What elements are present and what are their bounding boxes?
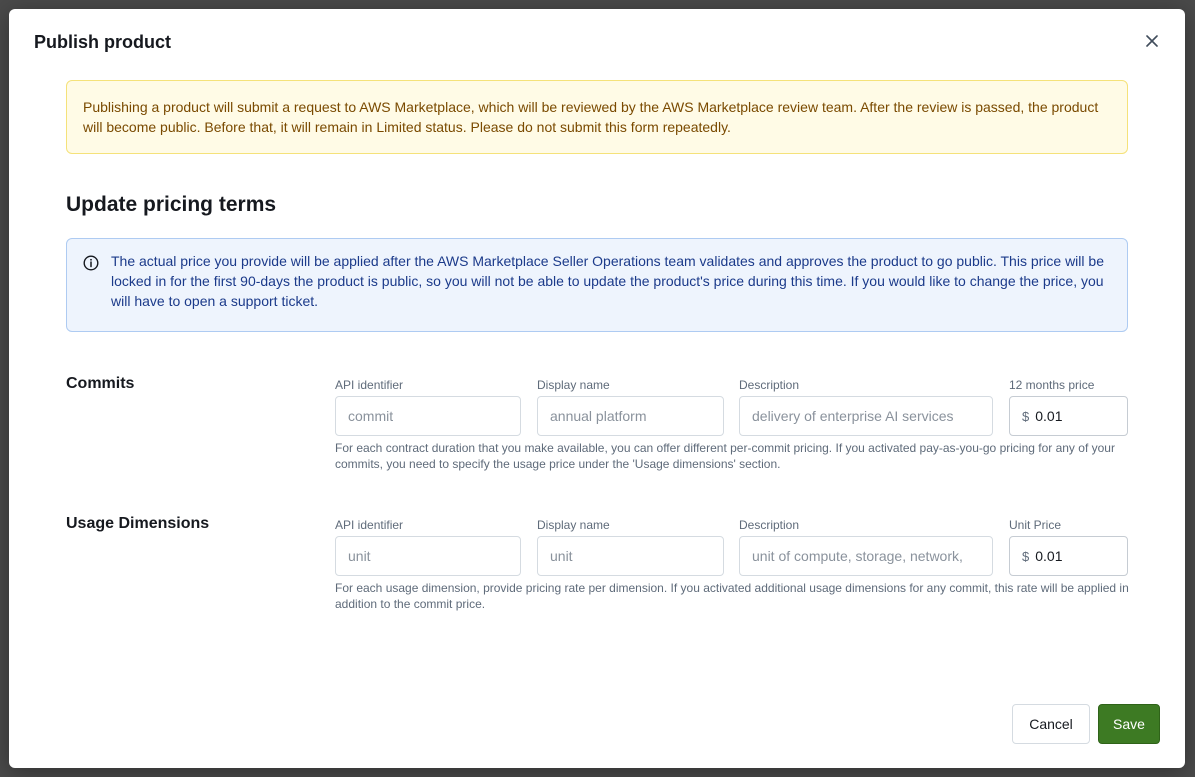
usage-api-label: API identifier (335, 518, 404, 532)
usage-description-label: Description (739, 518, 800, 532)
close-icon (1146, 35, 1158, 47)
cancel-button[interactable]: Cancel (1012, 704, 1090, 744)
usage-display-label: Display name (537, 518, 610, 532)
commits-title: Commits (66, 375, 135, 392)
usage-api-identifier-input[interactable] (335, 536, 521, 576)
usage-dimensions-title: Usage Dimensions (66, 515, 210, 532)
commits-description-label: Description (739, 378, 800, 392)
usage-price-label: Unit Price (1009, 518, 1062, 532)
publish-warning-alert: Publishing a product will submit a request to AWS Marketplace, which will be reviewed by the AWS Marketplace review team. After the review is passed, the product will become public. Before that, it will remain in Limited status. Please do not submit this form repeatedly. (66, 80, 1128, 154)
close-button[interactable] (1142, 31, 1162, 51)
info-text: The actual price you provide will be applied after the AWS Marketplace Seller Operations team validates and approves the product to go public. This price will be locked in for the first 90-days the product is public, so you will not be able to update the product's price during this time. If you would like to change the price, you will have to open a support ticket. (111, 253, 1104, 309)
usage-unit-price-input[interactable] (1009, 536, 1128, 576)
commits-description-input[interactable] (739, 396, 993, 436)
commits-display-label: Display name (537, 378, 610, 392)
commits-display-name-input[interactable] (537, 396, 724, 436)
commits-price-value: 0.01 (1035, 408, 1063, 424)
usage-price-value: 0.01 (1035, 548, 1063, 564)
currency-symbol: $ (1022, 408, 1030, 424)
commits-help-text: For each contract duration that you make available, you can offer different per-commit pricing. If you activated pay-as-you-go pricing for any of your commits, you need to specify the usage price under the 'Usage dimensions' section. (335, 441, 1115, 471)
commits-price-input[interactable] (1009, 396, 1128, 436)
commits-description-placeholder: delivery of enterprise AI services (752, 408, 954, 424)
commits-display-placeholder: annual platform (550, 408, 647, 424)
currency-symbol: $ (1022, 548, 1030, 564)
modal-title: Publish product (34, 32, 171, 52)
pricing-info-alert (66, 238, 1128, 332)
commits-api-identifier-input[interactable] (335, 396, 521, 436)
commits-api-placeholder: commit (348, 408, 394, 424)
info-icon (83, 255, 99, 271)
usage-description-placeholder: unit of compute, storage, network, (752, 548, 963, 564)
commits-price-label: 12 months price (1009, 378, 1095, 392)
usage-help-text: For each usage dimension, provide pricing rate per dimension. If you activated additional usage dimensions for any commit, this rate will be applied in addition to the commit price. (335, 581, 1129, 611)
usage-display-name-input[interactable] (537, 536, 724, 576)
usage-display-placeholder: unit (550, 548, 573, 564)
usage-api-placeholder: unit (348, 548, 371, 564)
publish-product-modal (9, 9, 1185, 768)
section-heading: Update pricing terms (66, 193, 277, 216)
commits-api-label: API identifier (335, 378, 404, 392)
save-button[interactable]: Save (1098, 704, 1160, 744)
usage-description-input[interactable] (739, 536, 993, 576)
